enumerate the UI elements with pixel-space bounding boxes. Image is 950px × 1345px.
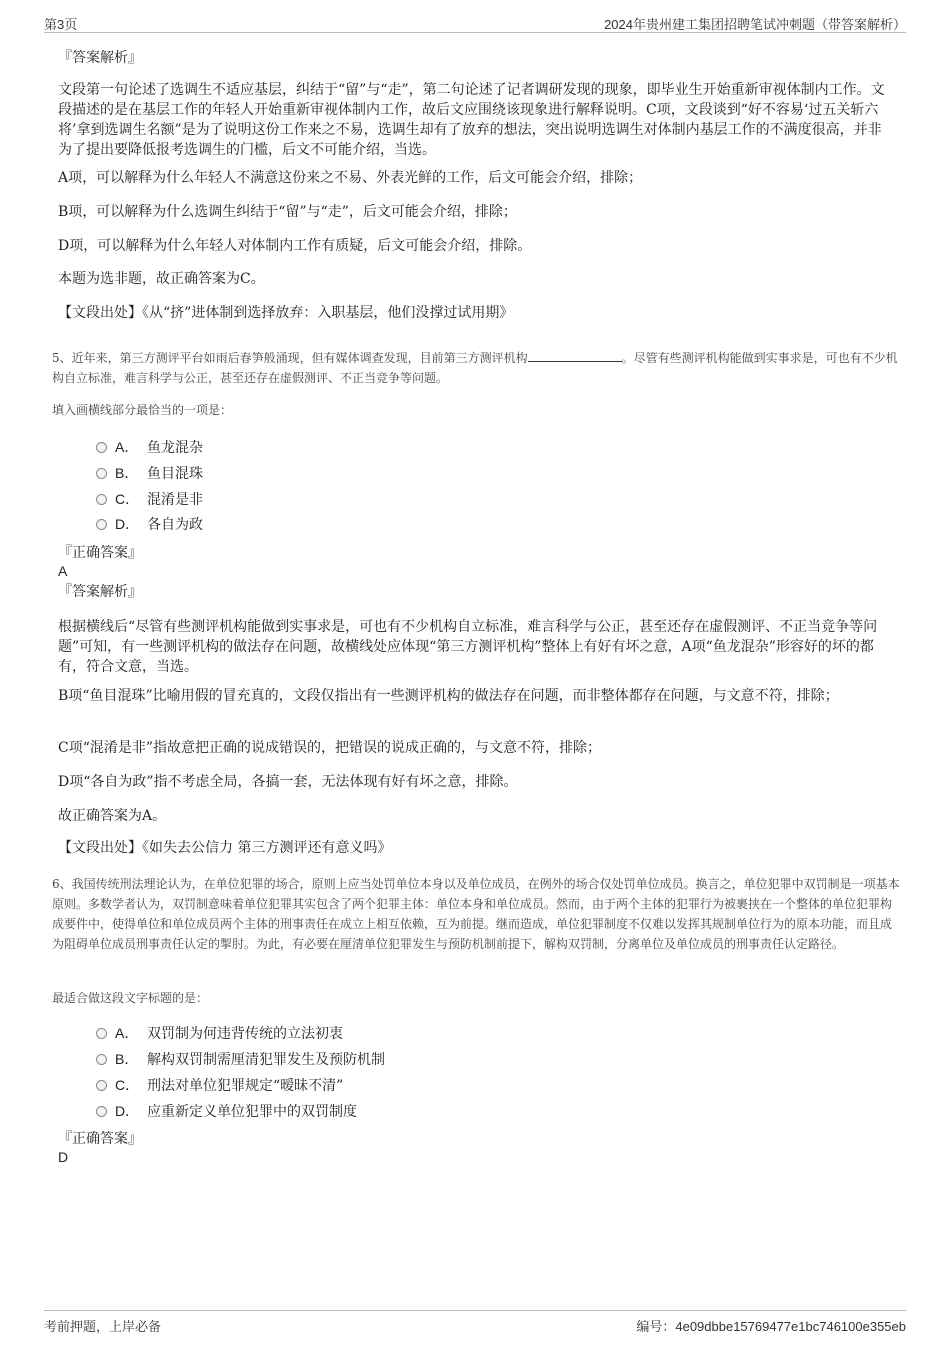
q6-correct-answer: D — [58, 1149, 69, 1165]
q6-option-b[interactable]: B． 解构双罚制需厘清犯罪发生及预防机制 — [96, 1049, 385, 1069]
q6-stem: 6、我国传统刑法理论认为，在单位犯罪的场合，原则上应当处罚单位本身以及单位成员，在例外的场合仅处罚单位成员。换言之，单位犯罪中双罚制是一项基本原则。多数学者认为，双罚制意味着单位犯罪其实包含了两个犯罪主体：单位本身和单位成员。然而，由于两个主体的犯罪行为被裹挟在一个整体的单位犯罪构成要件中，使得单位和单位成员两个主体的刑事责任在成立上相互依赖，互为前提。继而造成，单位犯罪制度不仅难以发挥其规制单位行为的原本功能，而且成为阻碍单位成员刑事责任认定的掣肘。为此，有必要在厘清单位犯罪发生与预防机制前提下，解构双罚制，分离单位及单位成员的刑事责任认定路径。 — [52, 877, 900, 951]
radio-icon[interactable] — [96, 1080, 107, 1091]
q6-prompt: 最适合做这段文字标题的是： — [52, 991, 209, 1005]
footer-slogan: 考前押题，上岸必备 — [44, 1320, 162, 1335]
radio-icon[interactable] — [96, 519, 107, 530]
page-number: 第3页 — [44, 17, 78, 32]
page-footer — [44, 1310, 906, 1335]
page-header — [44, 12, 906, 33]
q4-analysis-para-3: B项，可以解释为什么选调生纠结于“留”与“走”，后文可能会介绍，排除； — [58, 204, 517, 220]
q5-prompt: 填入画横线部分最恰当的一项是： — [52, 403, 233, 417]
radio-icon[interactable] — [96, 468, 107, 479]
q5-analysis-para-4: D项“各自为政”指不考虑全局，各搞一套，无法体现有好有坏之意，排除。 — [58, 774, 518, 790]
radio-icon[interactable] — [96, 1106, 107, 1117]
q5-stem: 5、近年来，第三方测评平台如雨后春笋般涌现，但有媒体调查发现，目前第三方测评机构 。尽管有些测评机构能做到实事求是，可也有不少机构自立标准，难言科学与公正，甚至还存在虚假测评、不正当竞争等问题。 — [52, 348, 900, 388]
q5-correct-answer: A — [58, 563, 68, 579]
q5-option-b[interactable]: B． 鱼目混珠 — [96, 463, 203, 483]
q4-analysis-para-1: 文段第一句论述了选调生不适应基层，纠结于“留”与“走”，第二句论述了记者调研发现的现象，即毕业生开始重新审视体制内工作。文段描述的是在基层工作的年轻人开始重新审视体制内工作，故后文应围绕该现象进行解释说明。C项，文段谈到“好不容易‘过五关斩六将’拿到选调生名额”是为了说明这份工作来之不易，选调生却有了放弃的想法，突出说明选调生对体制内基层工作的不满度很高，并非为了提出要降低报考选调生的门槛，后文不可能介绍，当选。 — [58, 82, 885, 158]
q5-analysis-para-5: 故正确答案为A。 — [58, 808, 167, 824]
radio-icon[interactable] — [96, 1054, 107, 1065]
q4-analysis-heading: 『答案解析』 — [58, 50, 142, 66]
q4-source: 【文段出处】《从“挤”进体制到选择放弃：入职基层，他们没撑过试用期》 — [58, 305, 514, 321]
q6-option-c[interactable]: C． 刑法对单位犯罪规定“暧昧不清” — [96, 1075, 343, 1095]
document-code: 编号：4e09dbbe15769477e1bc746100e355eb — [636, 1319, 906, 1334]
q4-analysis-para-4: D项，可以解释为什么年轻人对体制内工作有质疑，后文可能会介绍，排除。 — [58, 238, 532, 254]
q4-analysis-para-2: A项，可以解释为什么年轻人不满意这份来之不易、外表光鲜的工作，后文可能会介绍，排除； — [58, 170, 643, 186]
radio-icon[interactable] — [96, 442, 107, 453]
q4-analysis-para-5: 本题为选非题，故正确答案为C。 — [58, 271, 265, 287]
q5-option-c[interactable]: C． 混淆是非 — [96, 489, 203, 509]
q5-source: 【文段出处】《如失去公信力 第三方测评还有意义吗》 — [58, 840, 392, 856]
fill-blank — [528, 348, 622, 362]
q6-option-d[interactable]: D． 应重新定义单位犯罪中的双罚制度 — [96, 1101, 357, 1121]
q5-analysis-para-2: B项“鱼目混珠”比喻用假的冒充真的，文段仅指出有一些测评机构的做法存在问题，而非整体都存在问题，与文意不符，排除； — [58, 688, 839, 704]
q5-option-a[interactable]: A． 鱼龙混杂 — [96, 437, 203, 457]
radio-icon[interactable] — [96, 1028, 107, 1039]
q5-option-d[interactable]: D． 各自为政 — [96, 514, 203, 534]
q5-analysis-para-1: 根据横线后“尽管有些测评机构能做到实事求是，可也有不少机构自立标准，难言科学与公正，甚至还存在虚假测评、不正当竞争等问题”可知，有一些测评机构的做法存在问题，故横线处应体现“第三方测评机构”整体上有好有坏之意，A项“鱼龙混杂”形容好的坏的都有，符合文意，当选。 — [58, 619, 878, 675]
q5-analysis-heading: 『答案解析』 — [58, 584, 142, 600]
q5-analysis-para-3: C项“混淆是非”指故意把正确的说成错误的，把错误的说成正确的，与文意不符，排除； — [58, 740, 602, 756]
q5-correct-heading: 『正确答案』 — [58, 545, 142, 561]
q6-correct-heading: 『正确答案』 — [58, 1131, 142, 1147]
document-title: 2024年贵州建工集团招聘笔试冲刺题（带答案解析） — [604, 17, 906, 32]
q6-option-a[interactable]: A． 双罚制为何违背传统的立法初衷 — [96, 1023, 343, 1043]
radio-icon[interactable] — [96, 494, 107, 505]
